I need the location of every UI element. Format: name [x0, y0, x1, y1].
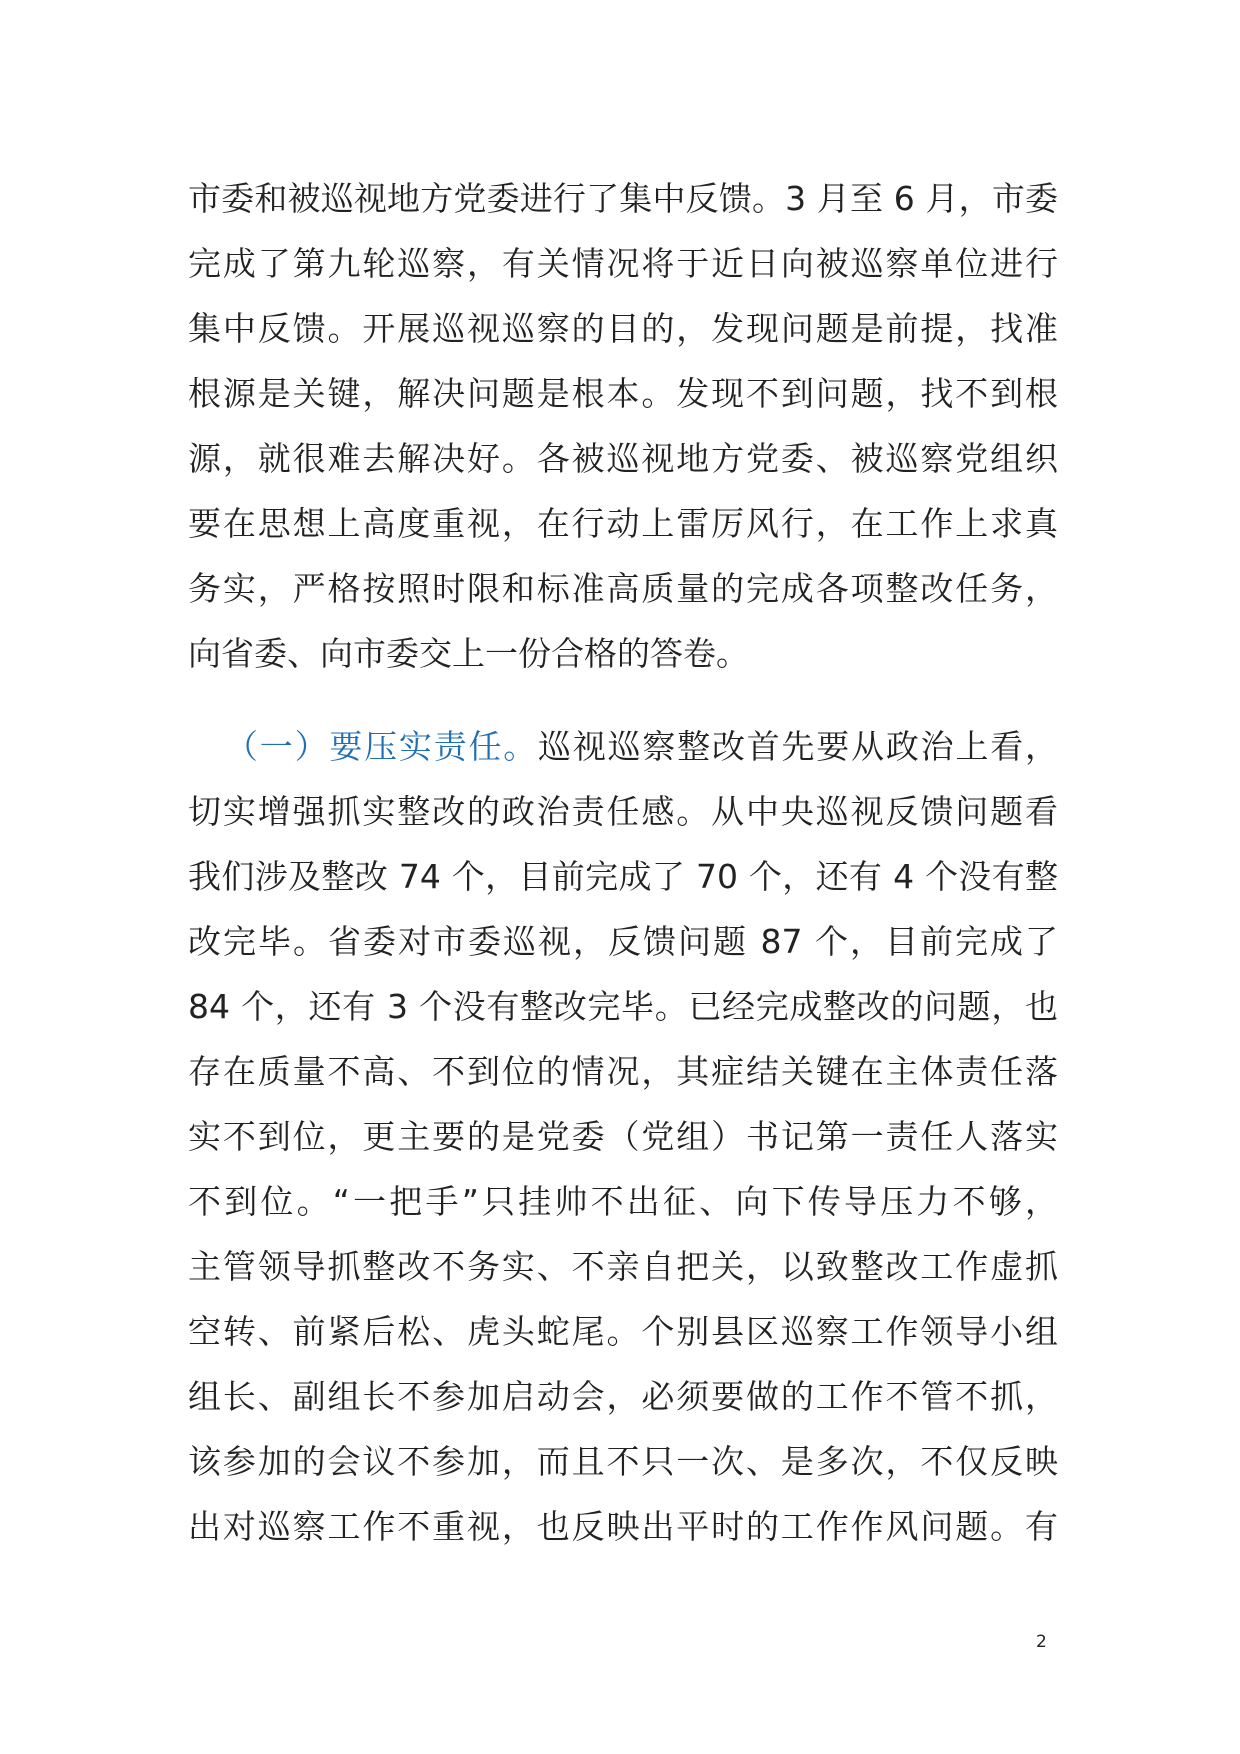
- text-line: 实不到位，更主要的是党委（党组）书记第一责任人落实: [188, 1117, 1058, 1156]
- text-line: 切实增强抓实整改的政治责任感。从中央巡视反馈问题看: [188, 792, 1058, 831]
- paragraph-spacer: [188, 686, 1058, 714]
- paragraph-1: [188, 166, 1058, 686]
- text-line: 务实，严格按照时限和标准高质量的完成各项整改任务，: [188, 569, 1058, 608]
- section-heading: （一）要压实责任。: [225, 727, 539, 766]
- paragraph-2: [188, 714, 1058, 1559]
- text-line: 源，就很难去解决好。各被巡视地方党委、被巡察党组织: [188, 439, 1058, 478]
- text-line: 向省委、向市委交上一份合格的答卷。: [188, 634, 749, 673]
- text-line: 完成了第九轮巡察，有关情况将于近日向被巡察单位进行: [188, 244, 1058, 283]
- document-body: [188, 166, 1058, 1559]
- text-line: [188, 714, 1058, 779]
- text-line: 改完毕。省委对市委巡视，反馈问题 87 个，目前完成了: [188, 922, 1058, 961]
- text-line: 市委和被巡视地方党委进行了集中反馈。3 月至 6 月，市委: [188, 179, 1058, 218]
- page-number: 2: [1036, 1632, 1047, 1652]
- text-line: 84 个，还有 3 个没有整改完毕。已经完成整改的问题，也: [188, 987, 1058, 1026]
- text-line-rest: 巡视巡察整改首先要从政治上看，: [538, 727, 1059, 766]
- text-line: 空转、前紧后松、虎头蛇尾。个别县区巡察工作领导小组: [188, 1312, 1058, 1351]
- text-line: 根源是关键，解决问题是根本。发现不到问题，找不到根: [188, 374, 1058, 413]
- text-line: 集中反馈。开展巡视巡察的目的，发现问题是前提，找准: [188, 309, 1058, 348]
- text-line: 我们涉及整改 74 个，目前完成了 70 个，还有 4 个没有整: [188, 857, 1058, 896]
- text-line: 要在思想上高度重视，在行动上雷厉风行，在工作上求真: [188, 504, 1058, 543]
- text-line: 组长、副组长不参加启动会，必须要做的工作不管不抓，: [188, 1377, 1058, 1416]
- text-line: 出对巡察工作不重视，也反映出平时的工作作风问题。有: [188, 1507, 1058, 1546]
- text-line: 主管领导抓整改不务实、不亲自把关，以致整改工作虚抓: [188, 1247, 1058, 1286]
- text-line: 该参加的会议不参加，而且不只一次、是多次，不仅反映: [188, 1442, 1058, 1481]
- text-line: 不到位。“一把手”只挂帅不出征、向下传导压力不够，: [188, 1182, 1058, 1221]
- text-line: 存在质量不高、不到位的情况，其症结关键在主体责任落: [188, 1052, 1058, 1091]
